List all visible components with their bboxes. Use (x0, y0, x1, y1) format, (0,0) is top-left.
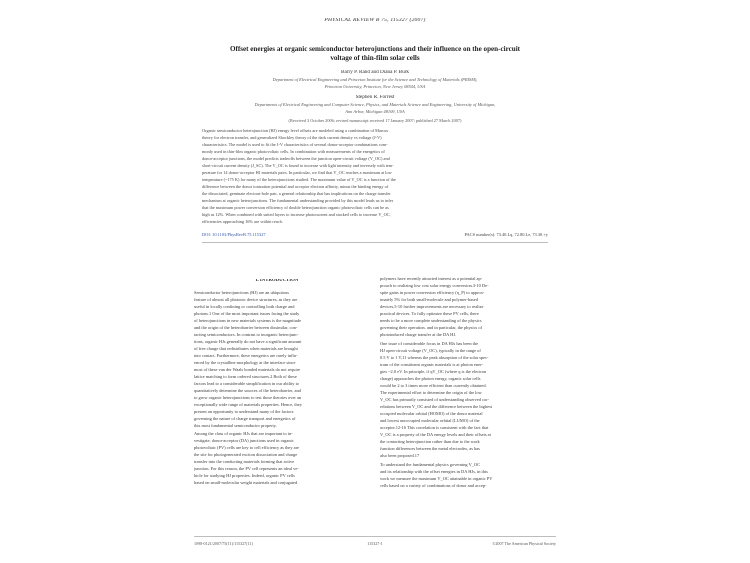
body-line: V_OC has primarily consisted of understanding observed cor- (380, 398, 490, 402)
body-line: cells based on a variety of combinations of donor and accep- (380, 484, 487, 488)
paper-page (184, 6, 566, 557)
paper-title-line-2: voltage of thin-film solar cells (330, 55, 420, 62)
abstract-line: monly used in thin-film organic photovoltaic cells. In combination with measurements of the energetics of (202, 150, 385, 154)
body-line: occupied molecular orbital (HOMO) of the donor material (380, 412, 483, 416)
body-line: work we measure the maximum V_OC attainable in organic PV (380, 477, 493, 481)
body-line: into contact. Furthermore, these energetics are rarely influ- (194, 354, 298, 358)
body-line: also been proposed.17 (380, 454, 420, 458)
body-line: One issue of considerable focus in DA HJs has been the (380, 342, 479, 346)
body-line: The experimental effort to determine the origin of the low (380, 391, 482, 395)
body-line: vestigate, donor-acceptor (DA) junctions used in organic (194, 439, 294, 443)
abstract-line: high as 12%. When combined with suited layers to increase photocurrent and stacked cells to increase V_OC, (202, 213, 391, 217)
body-line: proach to realizing low cost solar energy conversion.3-10 De- (380, 284, 489, 288)
body-line: this most fundamental semiconductor property. (194, 424, 277, 428)
body-line: V_OC is a property of the DA energy levels and their offsets at (380, 433, 491, 437)
body-line: quantitatively determine the sources of the heterobarrier, and (194, 389, 301, 393)
body-line: feature of almost all photonic device structures, as they are (194, 298, 298, 302)
body-line: lattice matching to form ordered structures.2 Both of these (194, 375, 297, 379)
body-line: relations between V_OC and the difference between the highest (380, 405, 493, 409)
abstract-line: donor-acceptor junctions, the model predicts tradeoffs between the junction open-circuit voltage (V_OC) and (202, 157, 390, 161)
body-line: gies ~2.0 eV. In principle, if qV_OC (where q is the electron (380, 370, 487, 374)
footer-copyright: ©2007 The American Physical Society (492, 542, 556, 546)
body-line: to grow organic heterojunctions to test those theories over an (194, 396, 302, 400)
body-line: imately 5% for both small-molecule and polymer-based (380, 298, 478, 302)
abstract-line: short-circuit current density (J_SC). The V_OC is found to increase with light intensity and inversely with tem- (202, 164, 394, 168)
abstract-line: mechanism at organic heterojunctions. The fundamental understanding provided by this model leads us to infer (202, 199, 394, 203)
footer-divider (194, 536, 556, 537)
body-line: tacting semiconductors. In contrast to inorganic heterojunc- (194, 333, 299, 337)
body-line: Among the class of organic HJs that are important to in- (194, 432, 293, 436)
abstract-line: that the maximum power conversion efficiency of double heterojunction organic photovoltaic cells can be as (202, 206, 389, 210)
body-line: To understand the fundamental physics governing V_OC (380, 463, 481, 467)
author-names: Barry P. Rand and Diana P. Burk (340, 70, 409, 75)
author-affiliation: Department of Electrical Engineering and Princeton Institute for the Science and Technology of Materials (PRISM), (272, 78, 478, 82)
body-line: the site for photogenerated exciton dissociation and charge (194, 453, 298, 457)
body-line: 0.5 V to 1 V,11 whereas the peak absorption of the solar spec- (380, 356, 489, 360)
abstract-divider (202, 242, 548, 243)
author-affiliation: Princeton University, Princeton, New Jersey 08544, USA (324, 85, 426, 89)
body-line: charge) approaches the photon energy, organic solar cells (380, 377, 481, 381)
abstract-line: the dissociated, geminate electron-hole pair, a general relationship that has implications on the charge transfer (202, 192, 391, 196)
body-line: useful in locally confining or controlling both charge and (194, 305, 295, 309)
abstract-line: efficiencies approaching 16% are within reach. (202, 220, 283, 224)
body-line: function differences between the metal electrodes, as has (380, 447, 480, 451)
author-names: Stephen R. Forrest (355, 95, 395, 100)
body-line: of heterojunctions in new materials systems is the magnitude (194, 319, 302, 323)
body-line: enced by the crystalline morphology at the interface since (194, 361, 296, 365)
author-affiliation: Ann Arbor, Michigan 48109, USA (345, 110, 405, 114)
body-line: photoinduced charge transfer at the DA HJ. (380, 333, 457, 337)
body-line: tions, organic HJs generally do not have a significant amount (194, 340, 302, 344)
abstract-line: temperature (~175 K) for many of the heterojunctions studied. The maximum value of V_OC is a function of the (202, 178, 396, 182)
body-line: exceptionally wide range of materials properties. Hence, they (194, 403, 302, 407)
body-line: spite gains in power conversion efficiency (η_P) to approx- (380, 291, 485, 295)
body-line: governing the nature of charge transport and energetics of (194, 417, 296, 421)
body-line: factors lead to a considerable simplification in our ability to (194, 382, 299, 386)
doi-link[interactable]: DOI: 10.1103/PhysRevB.75.115327 (202, 233, 266, 237)
abstract-line: Organic semiconductor heterojunction (HJ) energy level offsets are modeled using a combination of Marcus (202, 129, 389, 133)
body-line: the contacting heterojunction rather than due to the work (380, 440, 480, 444)
body-line: needs to be a more complete understanding of the physics (380, 319, 482, 323)
body-line: most of these van der Waals bonded materials do not require (194, 368, 301, 372)
body-line: acceptor.12-16 This correlation is consistent with the fact that (380, 426, 489, 430)
body-line: practical devices. To fully optimize these PV cells, there (380, 312, 479, 316)
body-line: junction. For this reason, the PV cell represents an ideal ve- (194, 467, 299, 471)
body-line: and lowest unoccupied molecular orbital (LUMO) of the (380, 419, 480, 423)
footer-issn: 1098-0121/2007/75(11)/115327(11) (194, 542, 253, 546)
journal-header: PHYSICAL REVIEW B 75, 115327 (2007) (324, 18, 426, 23)
body-line: would be 2 to 3 times more efficient than currently obtained. (380, 384, 487, 388)
body-line: photovoltaic (PV) cells are key to cell efficiency as they are (194, 446, 300, 450)
body-line: trum of the constituent organic materials is at photon ener- (380, 363, 483, 367)
body-line: present an opportunity to understand many of the factors (194, 410, 294, 414)
body-line: photons.1 One of the most important issues facing the study (194, 312, 300, 316)
body-line: HJ open-circuit voltage (V_OC), typically in the range of (380, 349, 481, 353)
body-line: governing their operation, and in particular, the physics of (380, 326, 482, 330)
abstract-line: difference between the donor ionization potential and acceptor electron affinity, minus the binding energy of (202, 185, 389, 189)
body-line: and its relationship with the offset energies in DA HJs, in this (380, 470, 488, 474)
footer-page-number: 115327-1 (367, 542, 383, 546)
body-line: hicle for studying HJ properties. Indeed, organic PV cells (194, 474, 295, 478)
author-affiliation: Departments of Electrical Engineering and Computer Science, Physics, and Materials Science and Engineering, University of Michigan, (254, 103, 496, 107)
body-line: and the origin of the heterobarrier between dissimilar, con- (194, 326, 298, 330)
abstract-line: perature for 14 donor-acceptor HJ materials pairs. In particular, we find that V_OC reaches a maximum at low (202, 171, 392, 175)
body-line: polymers have recently attracted interest as a potential ap- (380, 277, 483, 281)
body-line: devices,5-10 further improvements are necessary to realize (380, 305, 484, 309)
body-line: transfer into the conducting materials forming that active (194, 460, 295, 464)
section-heading: I. INTRODUCTION (255, 279, 299, 283)
body-line: of free charge that redistributes when materials are brought (194, 347, 298, 351)
pacs-numbers: PACS number(s): 73.40.Lq, 72.80.Le, 73.30.+y (464, 233, 548, 237)
abstract-line: characteristics. The model is used to fit the J-V characteristics of several donor-acceptor combinations com- (202, 143, 388, 147)
body-line: Semiconductor heterojunctions (HJ) are an ubiquitous (194, 291, 289, 295)
body-line: based on small-molecular weight materials and conjugated (194, 481, 298, 485)
abstract-line: theory for electron transfer, and generalized Shockley theory of the dark current density vs voltage (J-V) (202, 136, 382, 140)
paper-title-line-1: Offset energies at organic semiconductor heterojunctions and their influence on the open-circuit (229, 46, 521, 53)
received-dates: (Received 3 October 2006; revised manuscript received 17 January 2007; published 27 March 2007) (288, 119, 462, 123)
